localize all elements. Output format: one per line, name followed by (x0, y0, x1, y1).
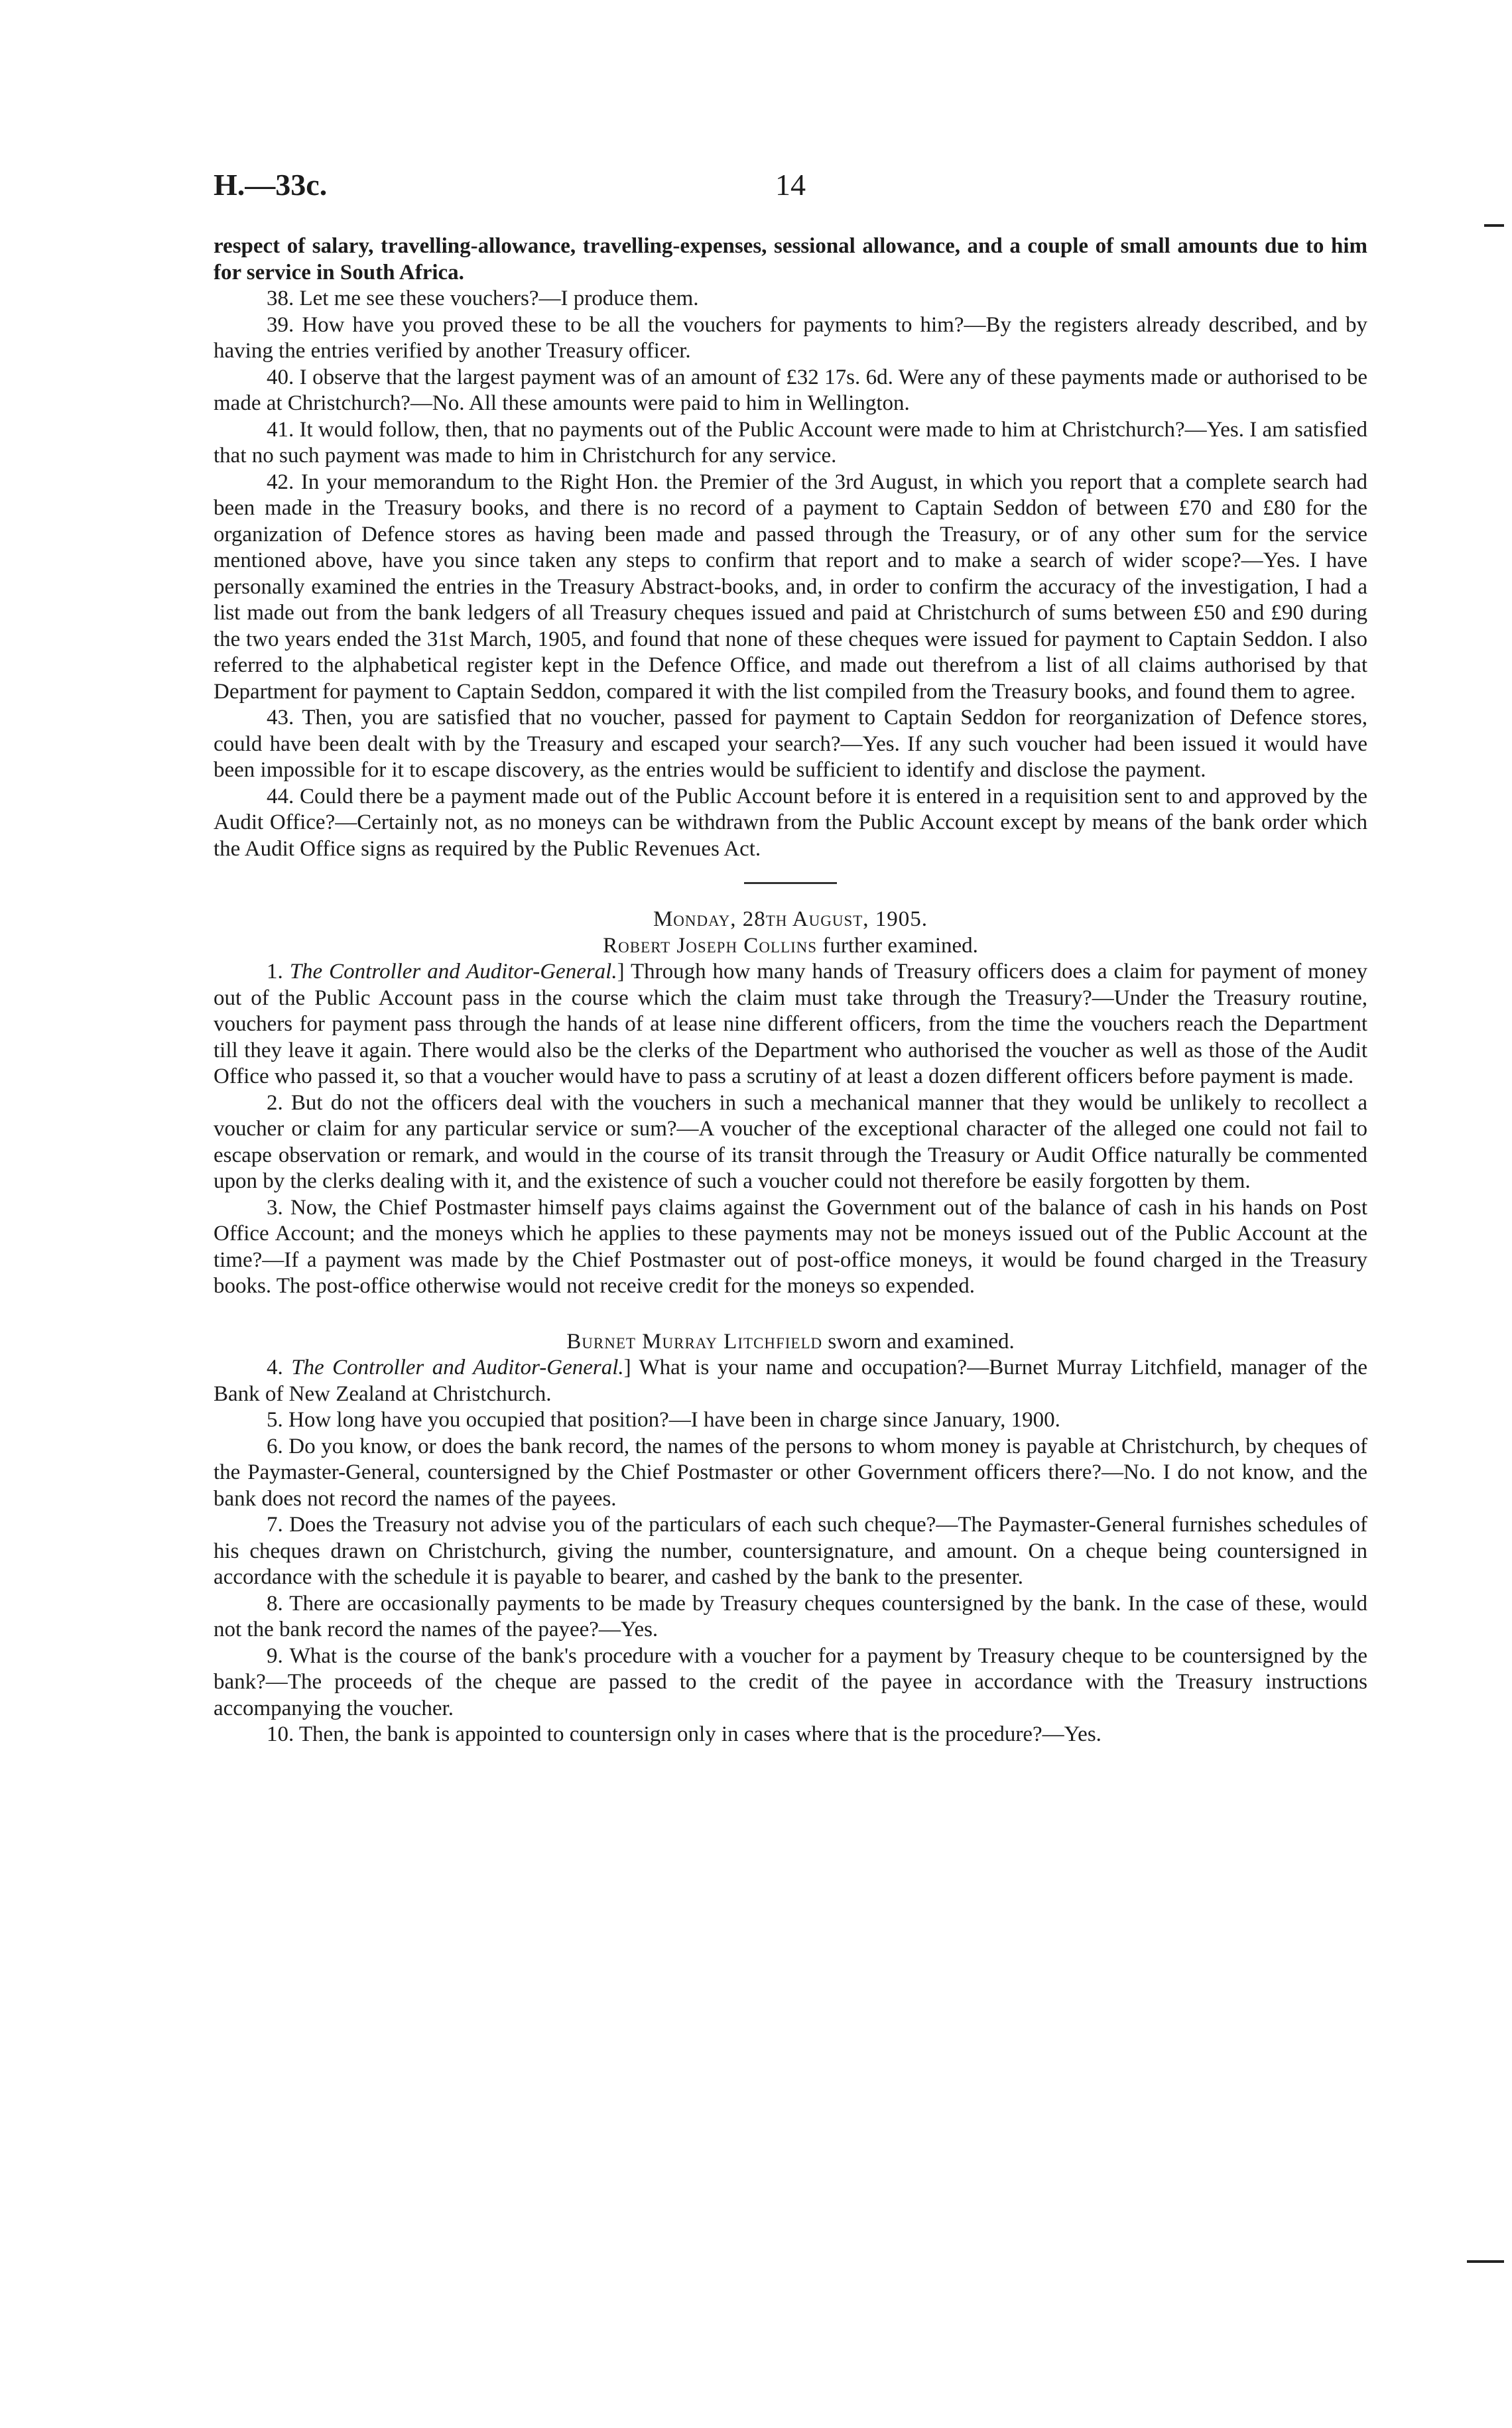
question-9: 9. What is the course of the bank's procedure with a voucher for a payment by Treasury cheque to be countersigned by the bank?—The proceeds of the cheque are passed to the credit of the payee in accordance with the Treasury instructions accompanying the voucher. (214, 1643, 1367, 1720)
question-38: 38. Let me see these vouchers?—I produce them. (267, 287, 699, 310)
witness-status: further examined. (817, 933, 978, 958)
section-divider (744, 882, 837, 884)
scan-margin-mark (1467, 2260, 1504, 2263)
question-10: 10. Then, the bank is appointed to countersign only in cases where that is the procedure?—Yes. (267, 1722, 1102, 1746)
question-39: 39. How have you proved these to be all the vouchers for payments to him?—By the registers already described, and by having the entries verified by another Treasury officer. (214, 312, 1367, 363)
page-number: 14 (775, 168, 806, 202)
question-number: 4. (267, 1356, 292, 1379)
witness-name: Burnet Murray Litchfield (566, 1329, 823, 1354)
page-body (214, 233, 1367, 1748)
examiner-name: The Controller and Auditor-General. (291, 1356, 624, 1379)
section-gap (214, 1300, 1367, 1329)
question-text: ] What is your name and occupation?—Burnet Murray Litchfield, manager of the Bank of New Zealand at Christchurch. (214, 1356, 1367, 1406)
question-3: 3. Now, the Chief Postmaster himself pays claims against the Government out of the balance of cash in his hands on Post Office Account; and the moneys which he applies to these payments may not be moneys issued out of the Public Account at the time?—If a payment was made by the Chief Postmaster out of post-office moneys, it would be found charged in the Treasury books. The post-office otherwise would not receive credit for the moneys so expended. (214, 1195, 1367, 1298)
question-40: 40. I observe that the largest payment was of an amount of £32 17s. 6d. Were any of these payments made or authorised to be made at Christchurch?—No. All these amounts were paid to him in Wellington. (214, 365, 1367, 415)
page-header (214, 167, 1367, 214)
question-6: 6. Do you know, or does the bank record, the names of the persons to whom money is payable at Christchurch, by cheques of the Paymaster-General, countersigned by the Chief Postmaster or other Government officers there?—No. I do not know, and the bank does not record the names of the payees. (214, 1434, 1367, 1511)
question-text: ] Through how many hands of Treasury officers does a claim for payment of money out of the Public Account pass in the course which the claim must take through the Treasury?—Under the Treasury routine, vouchers for payment pass through the hands of at lease nine different officers, from the time the vouchers reach the Department till they leave it again. There would also be the clerks of the Department who authorised the voucher as well as those of the Audit Office who passed it, so that a voucher would have to pass a scrutiny of at least a dozen different officers before payment is made. (214, 960, 1367, 1088)
witness-heading (214, 933, 1367, 960)
question-number: 1. (267, 960, 290, 984)
question-43: 43. Then, you are satisfied that no voucher, passed for payment to Captain Seddon for reorganization of Defence stores, could have been dealt with by the Treasury and escaped your search?—Yes. If any such voucher had been issued it would have been impossible for it to escape discovery, as the entries would be sufficient to identify and disclose the payment. (214, 706, 1367, 782)
question-42: 42. In your memorandum to the Right Hon. the Premier of the 3rd August, in which you report that a complete search had been made in the Treasury books, and there is no record of a payment to Captain Seddon of between £70 and £80 for the organization of Defence stores as having been made and passed through the Treasury, or of any other sum for the service mentioned above, have you since taken any steps to confirm that report and to make a search of wider scope?—Yes. I have personally examined the entries in the Treasury Abstract-books, and, in order to confirm the accuracy of the investigation, I had a list made out from the bank ledgers of all Treasury cheques issued and paid at Christchurch of sums between £50 and £90 during the two years ended the 31st March, 1905, and found that none of these cheques were issued for payment to Captain Seddon. I also referred to the alphabetical register kept in the Defence Office, and made out therefrom a list of all claims authorised by that Department for payment to Captain Seddon, compared it with the list compiled from the Treasury books, and found them to agree. (214, 470, 1367, 704)
continued-paragraph: respect of salary, travelling-allowance, travelling-expenses, sessional allowance, and a couple of small amounts due to him for service in South Africa. (214, 234, 1367, 285)
witness-name: Robert Joseph Collins (603, 933, 818, 958)
scan-margin-mark (1484, 224, 1504, 227)
question-5: 5. How long have you occupied that position?—I have been in charge since January, 1900. (267, 1408, 1060, 1432)
question-8: 8. There are occasionally payments to be made by Treasury cheques countersigned by the bank. In the case of these, would not the bank record the names of the payee?—Yes. (214, 1591, 1367, 1641)
examiner-name: The Controller and Auditor-General. (289, 960, 617, 984)
session-date: Monday, 28th August, 1905. (653, 907, 928, 931)
question-44: 44. Could there be a payment made out of the Public Account before it is entered in a requisition sent to and approved by the Audit Office?—Certainly not, as no moneys can be withdrawn from the Public Account except by means of the bank order which the Audit Office signs as required by the Public Revenues Act. (214, 784, 1367, 861)
question-1 (214, 959, 1367, 1090)
document-reference: H.—33c. (214, 168, 328, 202)
question-41: 41. It would follow, then, that no payments out of the Public Account were made to him at Christchurch?—Yes. I am satisfied that no such payment was made to him in Christchurch for any service. (214, 417, 1367, 468)
question-7: 7. Does the Treasury not advise you of the particulars of each such cheque?—The Paymaster-General furnishes schedules of his cheques drawn on Christchurch, giving the number, countersignature, and amount. On a cheque being countersigned in accordance with the schedule it is payable to bearer, and cashed by the bank to the presenter. (214, 1513, 1367, 1589)
question-2: 2. But do not the officers deal with the vouchers in such a mechanical manner that they would be unlikely to recollect a voucher or claim for any particular service or sum?—A voucher of the exceptional character of the alleged one could not fail to escape observation or remark, and would in the course of its transit through the Treasury or Audit Office naturally be commented upon by the clerks dealing with it, and the existence of such a voucher could not therefore be easily forgotten by them. (214, 1090, 1367, 1193)
question-4 (214, 1355, 1367, 1407)
witness-status: sworn and examined. (822, 1329, 1015, 1354)
witness-heading (214, 1329, 1367, 1356)
